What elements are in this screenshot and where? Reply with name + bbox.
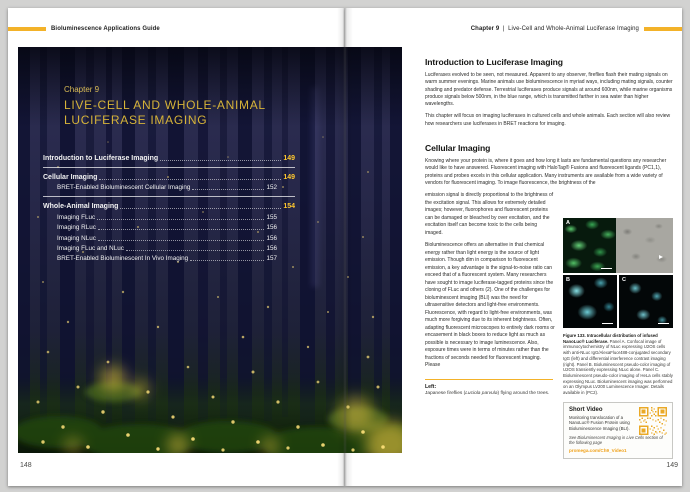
toc-label: Imaging RLuc [57, 224, 96, 232]
species-name: Luciola parvula [465, 390, 498, 396]
intro-paragraph-2: This chapter will focus on imaging luciferases in cultured cells and whole animals. Each section will also review how researchers use luciferases in BRET reactions for imaging. [425, 113, 671, 127]
dotted-leader [192, 189, 264, 190]
dotted-leader [160, 160, 281, 161]
accent-dash [644, 27, 682, 31]
cellular-section-heading: Cellular Imaging [425, 143, 491, 154]
toc-entry-imaging-fluc[interactable] [57, 214, 277, 221]
panel-c-label: C [622, 277, 626, 283]
intro-section-heading: Introduction to Luciferase Imaging [425, 57, 563, 67]
toc-label: Whole-Animal Imaging [43, 203, 119, 211]
toc-entry-bret-cellular[interactable] [57, 184, 277, 191]
running-header-right [471, 26, 682, 32]
video-link[interactable]: promega.com/Ch9_Video1 [569, 447, 627, 453]
chapter-number: Chapter 9 [470, 26, 500, 32]
photo-caption-block [425, 379, 553, 397]
cellular-paragraph-2: Bioluminescence offers an alternative in that chemical energy rather than light energy is the source of light emission. Though dim in comparison to fluorescent emission, a key advantage is the signal-to-noise ratio can exceed that of a fluorescent system. Many researchers have sought to image luciferase-tagged proteins since the cloning of FLuc and others (2). One of the challenges for bioluminescent imaging (BLI) was the need for ultrasensitive detectors and light-free environments. Fluorescence, with regard to light-free environments, was much more forgiving due to its inherent brightness. Often, adapting fluorescent microscopes to entirely dark rooms or encasement in black boxes to reduce light as much as possible is necessary to image luminescence. Also, exposure times were in terms of minutes rather than the fractions of seconds needed for fluorescent imaging. Please [425, 242, 555, 369]
toc-page-number: 149 [283, 155, 295, 162]
article-content [425, 50, 673, 453]
toc-label: Cellular Imaging [43, 174, 98, 181]
qr-code [639, 407, 667, 435]
figure-caption-lead: Figure 133. Intracellular distribution of infused NanoLuc® Luciferase. [563, 333, 658, 344]
dic-arrow-icon [659, 255, 663, 259]
toc-divider [43, 167, 295, 168]
narrow-text-column [425, 192, 555, 397]
toc-page-number: 156 [266, 244, 277, 252]
figure-column [563, 218, 673, 459]
dotted-leader [120, 208, 281, 209]
short-video-box [563, 402, 673, 459]
panel-b-label: B [566, 277, 570, 283]
figure-panels-bc [563, 275, 673, 328]
caption-text-pre: Japanese fireflies ( [425, 390, 466, 396]
caption-text-post: ) flying around the trees. [497, 390, 550, 396]
intro-paragraph-1: Luciferases evolved to be seen, not measured. Apparent to any observer, fireflies flash their mating signals on warm summer evenings. Marine animals use bioluminescence in myriad ways, including mating signals, counter shading and predator defense. Terrestrial luciferases produce signals at around 600nm, while marine organisms produce signals below 500nm, in the blue range, which is transmitted farther in sea water than higher wavelengths. [425, 72, 673, 108]
toc-entry-imaging-fluc-nluc[interactable] [57, 245, 277, 252]
toc-label: Imaging FLuc and NLuc [57, 244, 124, 252]
page-number-left: 148 [20, 462, 32, 469]
chapter-title-block [64, 85, 266, 128]
toc-entry-imaging-rluc[interactable] [57, 224, 277, 231]
accent-dash [8, 27, 46, 31]
chapter-label: Chapter 9 [64, 85, 100, 94]
cellular-paragraph-narrow: emission signal is directly proportional to the brightness of the excitation signal. This allows for extremely detailed images; however, fluorophores and fluorescent proteins can be damaged or bleached by over excitation, and the excitation itself can become toxic to the cells being imaged. [425, 192, 554, 236]
dotted-leader [97, 219, 264, 220]
toc-entry-whole-animal[interactable] [43, 203, 295, 210]
figure-caption-body: Panel A. Confocal image of immunocytochemistry of NLuc expressing U2OS cells with anti-NLuc IgG/AlexaFluor488-conjugated secondary IgG (left) and differential interference contrast imaging (right). Panel B. Bioluminescent pseudo-color imaging of U2OS transiently expressing NLuc alone. Panel C. Bioluminescent pseudo-color imaging of HeLa cells stably expressing NLuc. Bioluminescent imaging was performed on an Olympus LV200 Luminescence Imager. Details available in (PC2). [563, 338, 673, 396]
chapter-header-text [471, 26, 639, 32]
toc-divider [43, 196, 295, 197]
scale-bar [601, 268, 612, 270]
toc-entry-cellular-imaging[interactable] [43, 174, 295, 181]
chapter-title-line2: LUCIFERASE IMAGING [64, 113, 208, 127]
dotted-leader [98, 240, 265, 241]
toc-page-number: 156 [266, 224, 277, 232]
toc-page-number: 155 [266, 213, 277, 221]
dotted-leader [98, 229, 265, 230]
chapter-toc [43, 149, 295, 262]
figure-panel-a [563, 218, 673, 273]
dotted-leader [190, 260, 264, 261]
confocal-green-image [563, 218, 616, 273]
toc-entry-bret-invivo[interactable] [57, 255, 277, 262]
toc-entry-imaging-nluc[interactable] [57, 235, 277, 242]
toc-label: BRET-Enabled Bioluminescent Cellular Imaging [57, 184, 191, 192]
toc-page-number: 149 [283, 174, 295, 181]
dic-gray-image [616, 218, 673, 273]
figure-caption [563, 333, 673, 396]
toc-page-number: 152 [266, 184, 277, 192]
header-divider: | [502, 26, 505, 32]
photo-caption-label: Left: [425, 383, 437, 390]
toc-label: BRET-Enabled Bioluminescent In Vivo Imaging [57, 255, 189, 263]
running-header-left [8, 26, 160, 32]
chapter-title-text: Live-Cell and Whole-Animal Luciferase Imaging [508, 26, 639, 32]
toc-page-number: 156 [266, 234, 277, 242]
scale-bar [602, 323, 613, 325]
video-box-description: Monitoring translocation of a NanoLuc® Fusion Protein using Bioluminescence Imaging (BLI). [569, 414, 630, 431]
toc-label: Imaging FLuc [57, 213, 96, 221]
scale-bar [658, 323, 669, 325]
toc-label: Imaging NLuc [57, 234, 96, 242]
page-number-right: 149 [666, 462, 678, 469]
dotted-leader [99, 179, 281, 180]
toc-entry-introduction[interactable] [43, 155, 295, 162]
dotted-leader [126, 250, 265, 251]
toc-page-number: 157 [266, 255, 277, 263]
guide-title: Bioluminescence Applications Guide [51, 26, 160, 32]
video-box-note: See Bioluminescent Imaging in Live Cells section of the following page [569, 434, 663, 445]
toc-page-number: 154 [283, 203, 295, 211]
figure-panel-b [563, 275, 617, 328]
chapter-title-line1: LIVE-CELL AND WHOLE-ANIMAL [64, 98, 266, 112]
video-box-heading: Short Video [569, 406, 603, 413]
panel-a-label: A [566, 220, 570, 226]
toc-label: Introduction to Luciferase Imaging [43, 155, 159, 162]
cellular-paragraph-wide: Knowing where your protein is, where it goes and how long it lasts are fundamental questions any researcher would like to have answered. Fluorescent imaging with HaloTag® Fusions and fluorescent ligands (PC1,1), proteins and probes excels in this cellular application. Many instruments are available from a wide variety of vendors for fluorescent imaging. To image fluorescence, the brightness of the [425, 158, 667, 186]
figure-panel-c [619, 275, 673, 328]
photo-caption-text [425, 391, 553, 397]
